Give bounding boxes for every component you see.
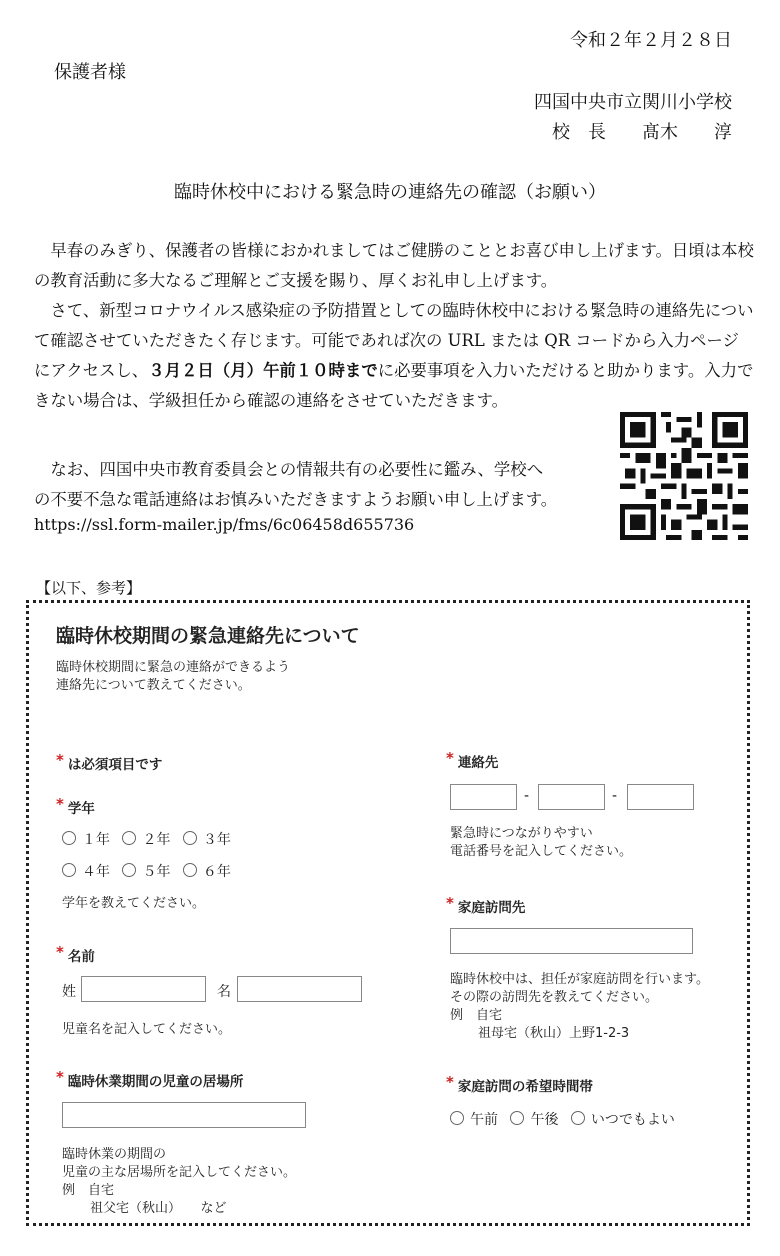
paragraph-note: [34, 455, 557, 515]
reference-label: 【以下、参考】: [36, 579, 142, 597]
grade-help: 学年を教えてください。: [62, 896, 206, 911]
grade-option-4[interactable]: ４年: [62, 864, 110, 880]
contact-help: 緊急時につながりやすい 電話番号を記入してください。: [450, 826, 633, 859]
school-name: 四国中央市立関川小学校: [534, 92, 732, 113]
note-line-1: なお、四国中央市教育委員会との情報共有の必要性に鑑み、学校へ: [50, 460, 544, 479]
phone-separator: -: [612, 788, 618, 804]
visit-time-anytime[interactable]: いつでもよい: [571, 1112, 675, 1128]
principal-name: 校 長 髙木 淳: [552, 122, 732, 143]
required-asterisk-icon: *: [446, 894, 454, 912]
required-asterisk-icon: *: [446, 749, 454, 767]
form-intro-line-1: 臨時休校期間に緊急の連絡ができるよう: [56, 660, 291, 675]
request-text-b: に必要事項を入力いただけると助かります。入力できない場合は、学級担任から確認の連絡をさせていただきます。: [34, 361, 754, 410]
visit-help: 臨時休校中は、担任が家庭訪問を行います。 その際の訪問先を教えてください。 例 自宅 祖母宅（秋山）上野1-2-3: [450, 972, 709, 1041]
required-asterisk-icon: *: [56, 795, 64, 813]
note-line-2: の不要不急な電話連絡はお慎みいただきますようお願い申し上げます。: [34, 490, 558, 509]
grade-option-6[interactable]: ６年: [183, 864, 231, 880]
form-url-link[interactable]: https://ssl.form-mailer.jp/fms/6c06458d655736: [34, 515, 415, 534]
radio-icon[interactable]: [510, 1111, 524, 1125]
phone-input-2[interactable]: [538, 784, 605, 810]
visit-label: * 家庭訪問先: [446, 894, 526, 916]
radio-icon[interactable]: [122, 831, 136, 845]
radio-icon[interactable]: [183, 831, 197, 845]
radio-icon[interactable]: [62, 863, 76, 877]
last-name-label: 姓: [62, 984, 76, 1000]
last-name-input[interactable]: [81, 976, 206, 1002]
grade-option-3[interactable]: ３年: [183, 832, 231, 848]
form-title: 臨時休校期間の緊急連絡先について: [56, 625, 360, 647]
grade-label: * 学年: [56, 795, 95, 817]
visit-time-afternoon[interactable]: 午後: [510, 1112, 558, 1128]
deadline: ３月２日（月）午前１０時まで: [148, 361, 378, 380]
visit-time-morning[interactable]: 午前: [450, 1112, 498, 1128]
grade-option-1[interactable]: １年: [62, 832, 110, 848]
paragraph-request: [34, 296, 754, 416]
grade-radio-row-1: [62, 829, 239, 849]
visit-time-radio-row: [450, 1109, 683, 1129]
name-label: * 名前: [56, 943, 95, 965]
letter-date: 令和２年２月２８日: [570, 30, 732, 51]
radio-icon[interactable]: [62, 831, 76, 845]
required-asterisk-icon: *: [56, 1068, 64, 1086]
form-intro-line-2: 連絡先について教えてください。: [56, 678, 251, 693]
form-preview: [26, 600, 750, 1226]
required-asterisk-icon: *: [446, 1073, 454, 1091]
letter-title: 臨時休校中における緊急時の連絡先の確認（お願い）: [174, 182, 606, 203]
qr-code-icon[interactable]: [620, 412, 748, 540]
paragraph-greeting: 早春のみぎり、保護者の皆様におかれましてはご健勝のこととお喜び申し上げます。日頃は本校の教育活動に多大なるご理解とご支援を賜り、厚くお礼申し上げます。: [34, 241, 754, 290]
radio-icon[interactable]: [122, 863, 136, 877]
first-name-label: 名: [217, 984, 231, 1000]
radio-icon[interactable]: [571, 1111, 585, 1125]
letter-body: [34, 236, 754, 416]
visit-time-label: * 家庭訪問の希望時間帯: [446, 1073, 593, 1095]
letter-recipient: 保護者様: [54, 62, 126, 83]
radio-icon[interactable]: [183, 863, 197, 877]
name-help: 児童名を記入してください。: [62, 1022, 232, 1037]
phone-separator: -: [524, 788, 530, 804]
contact-label: * 連絡先: [446, 749, 499, 771]
visit-input[interactable]: [450, 928, 693, 954]
grade-option-5[interactable]: ５年: [122, 864, 170, 880]
form-intro: [56, 659, 290, 695]
request-text-a: さて、新型コロナウイルス感染症の予防措置としての臨時休校中における緊急時の連絡先について確認させていただきたく存じます。可能であれば次の URL または QR コードから入力ページにアクセスし、: [34, 301, 754, 380]
required-note: * は必須項目です: [56, 751, 163, 773]
first-name-input[interactable]: [237, 976, 362, 1002]
radio-icon[interactable]: [450, 1111, 464, 1125]
location-help: 臨時休業の期間の 児童の主な居場所を記入してください。 例 自宅 祖父宅（秋山） など: [62, 1147, 297, 1216]
grade-radio-row-2: [62, 861, 239, 881]
location-input[interactable]: [62, 1102, 306, 1128]
grade-option-2[interactable]: ２年: [122, 832, 170, 848]
location-label: * 臨時休業期間の児童の居場所: [56, 1068, 244, 1090]
required-asterisk-icon: *: [56, 751, 64, 769]
required-asterisk-icon: *: [56, 943, 64, 961]
phone-input-3[interactable]: [627, 784, 694, 810]
phone-input-1[interactable]: [450, 784, 517, 810]
